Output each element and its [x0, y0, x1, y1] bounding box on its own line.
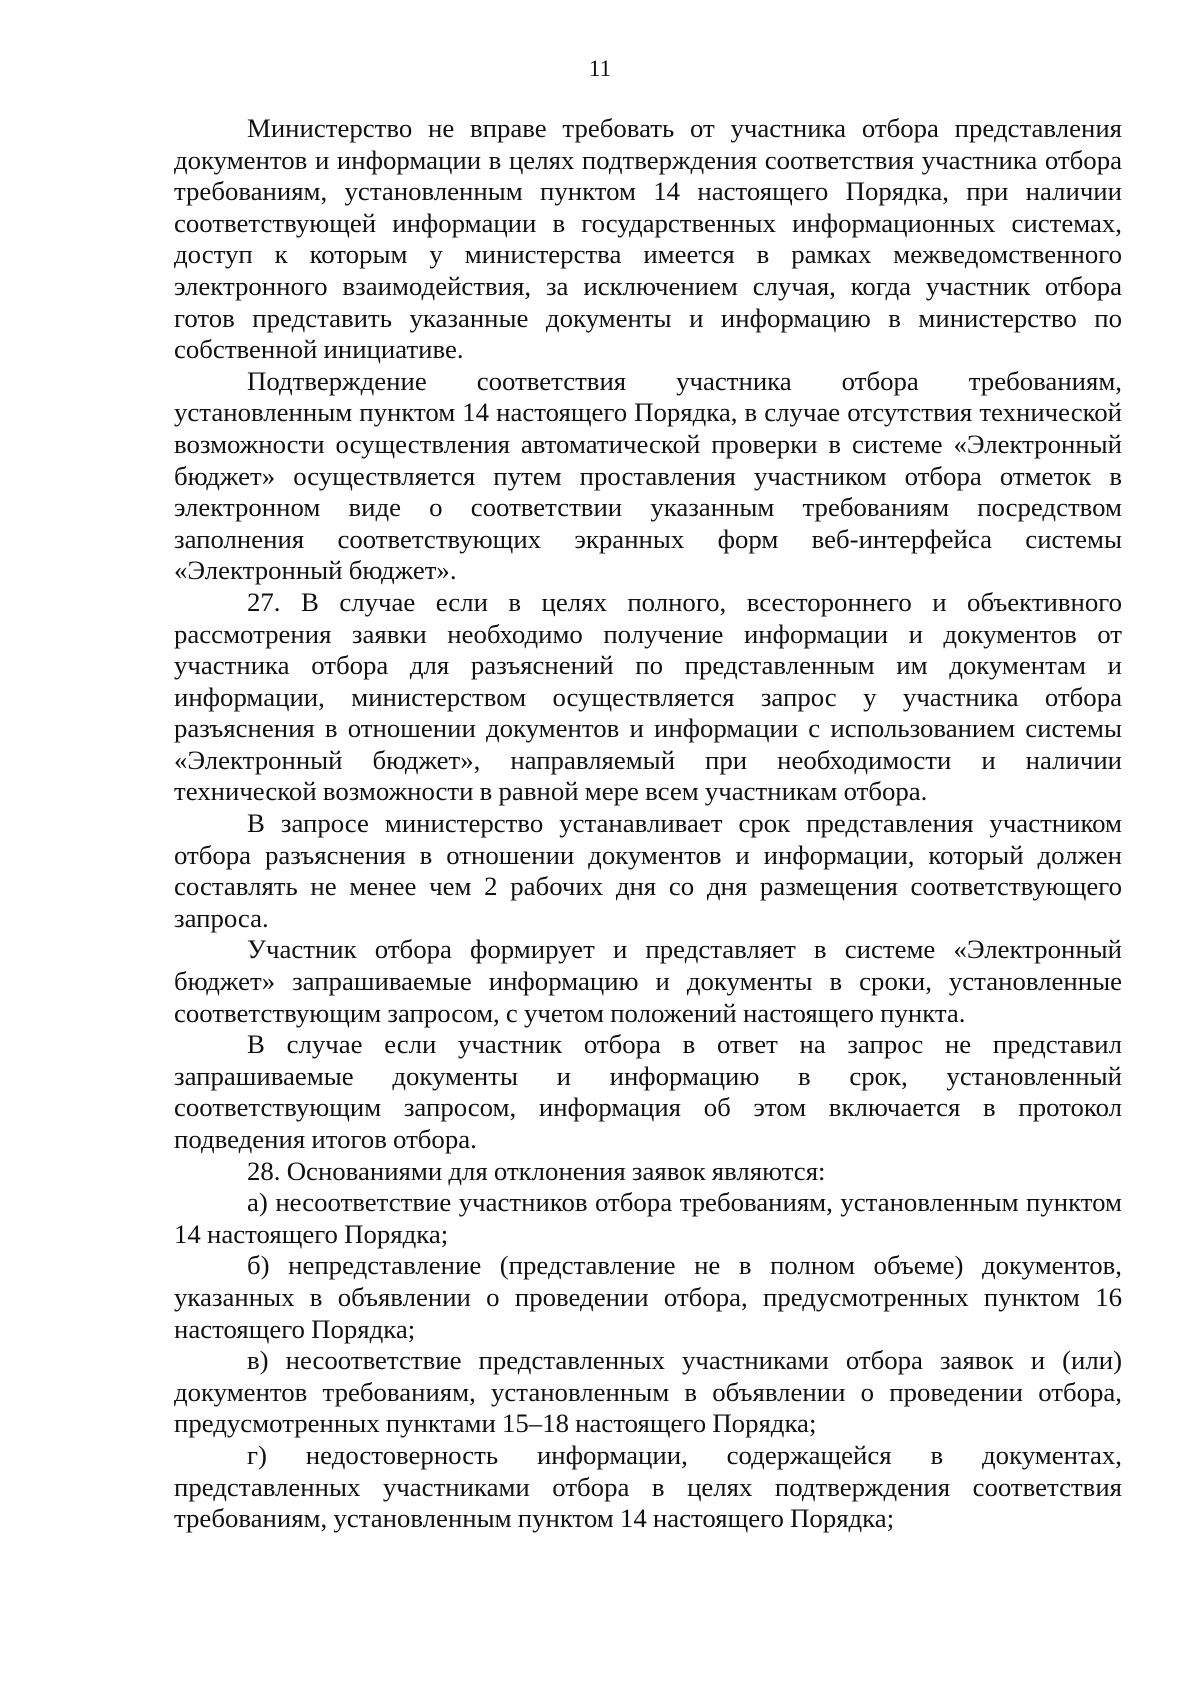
- paragraph-item-27: 27. В случае если в целях полного, всестороннего и объективного рассмотрения заявки необходимо получение информации и документов от участника отбора для разъяснений по представленным им документам и информации, министерством осуществляется запрос у участника отбора разъяснения в отношении документов и информации с использованием системы «Электронный бюджет», направляемый при необходимости и наличии технической возможности в равной мере всем участникам отбора.: [174, 586, 1122, 807]
- paragraph-participant-submits: Участник отбора формирует и представляет в системе «Электронный бюджет» запрашиваемые информацию и документы в сроки, установленные соответствующим запросом, с учетом положений настоящего пункта.: [174, 934, 1122, 1028]
- paragraph-confirmation-of-compliance: Подтверждение соответствия участника отбора требованиям, установленным пунктом 14 настоящего Порядка, в случае отсутствия технической возможности осуществления автоматической проверки в системе «Электронный бюджет» осуществляется путем проставления участником отбора отметок в электронном виде о соответствии указанным требованиям посредством заполнения соответствующих экранных форм веб-интерфейса системы «Электронный бюджет».: [174, 365, 1122, 586]
- paragraph-no-response: В случае если участник отбора в ответ на запрос не представил запрашиваемые документы и информацию в срок, установленный соответствующим запросом, информация об этом включается в протокол подведения итогов отбора.: [174, 1029, 1122, 1154]
- list-item-v: в) несоответствие представленных участниками отбора заявок и (или) документов требованиям, установленным в объявлении о проведении отбора, предусмотренных пунктами 15–18 настоящего Порядка;: [174, 1345, 1122, 1439]
- paragraph-request-deadline: В запросе министерство устанавливает срок представления участником отбора разъяснения в отношении документов и информации, который должен составлять не менее чем 2 рабочих дня со дня размещения соответствующего запроса.: [174, 808, 1122, 933]
- list-item-g: г) недостоверность информации, содержащейся в документах, представленных участниками отбора в целях подтверждения соответствия требованиям, установленным пунктом 14 настоящего Порядка;: [174, 1439, 1122, 1534]
- paragraph-ministry-not-entitled: Министерство не вправе требовать от участника отбора представления документов и информации в целях подтверждения соответствия участника отбора требованиям, установленным пунктом 14 настоящего Порядка, при наличии соответствующей информации в государственных информационных системах, доступ к которым у министерства имеется в рамках межведомственного электронного взаимодействия, за исключением случая, когда участник отбора готов представить указанные документы и информацию в министерство по собственной инициативе.: [174, 113, 1122, 365]
- paragraph-item-28: 28. Основаниями для отклонения заявок являются:: [247, 1155, 826, 1186]
- page-number: 11: [588, 56, 612, 81]
- list-item-b: б) непредставление (представление не в полном объеме) документов, указанных в объявлении о проведении отбора, предусмотренных пунктом 16 настоящего Порядка;: [174, 1250, 1122, 1344]
- document-body: [174, 113, 1122, 1535]
- list-item-a: а) несоответствие участников отбора требованиям, установленным пунктом 14 настоящего Порядка;: [174, 1187, 1122, 1249]
